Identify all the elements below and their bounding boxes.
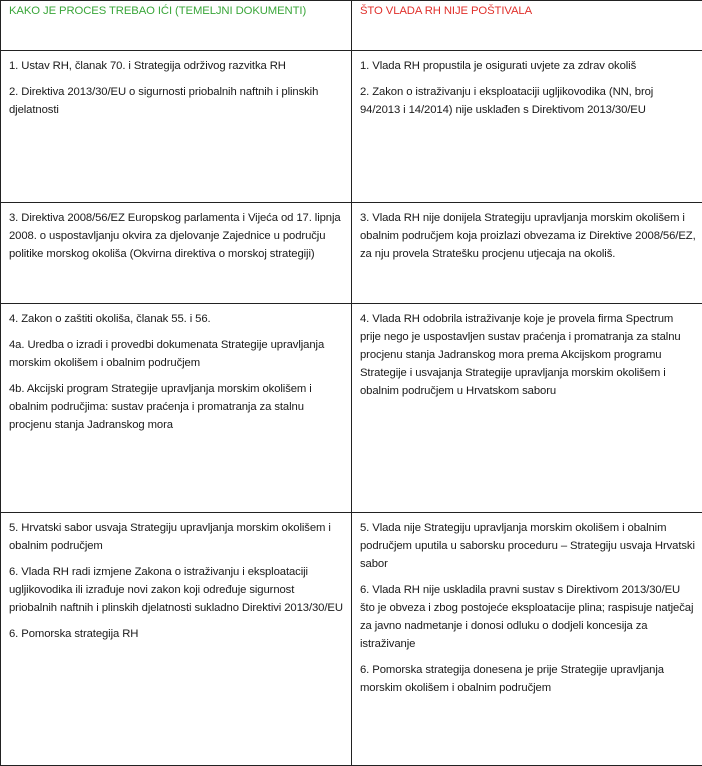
list-item: 6. Pomorska strategija donesena je prije Strategije upravljanja morskim okolišem i obalnim područjem [360,661,696,697]
list-item: 6. Vlada RH radi izmjene Zakona o istraživanju i eksploataciji ugljikovodika ili izrađuje novi zakon koji određuje sigurnost priobalnih naftnih i plinskih djelatnosti sukladno Direktivi 2013/30/EU [9,563,345,617]
right-cell [352,304,702,513]
list-item: 6. Vlada RH nije uskladila pravni sustav s Direktivom 2013/30/EU što je obveza i zbog postojeće eksploatacije plina; raspisuje natječaj za javno nadmetanje i donosi odluku o dodjeli koncesija za istraživanje [360,581,696,653]
left-cell [1,51,352,203]
list-item: 4b. Akcijski program Strategije upravljanja morskim okolišem i obalnim područjima: sustav praćenja i promatranja za stalnu procjenu stanja Jadranskog mora [9,380,345,434]
table-row [1,51,702,203]
list-item: 3. Direktiva 2008/56/EZ Europskog parlamenta i Vijeća od 17. lipnja 2008. o uspostavljanju okvira za djelovanje Zajednice u području politike morskog okoliša (Okvirna direktiva o morskoj strategiji) [9,209,345,263]
table-row [1,513,702,766]
right-cell [352,51,702,203]
header-row [1,1,702,51]
left-cell [1,304,352,513]
left-cell [1,203,352,304]
right-cell [352,513,702,766]
right-cell [352,203,702,304]
table-row [1,304,702,513]
list-item: 3. Vlada RH nije donijela Strategiju upravljanja morskim okolišem i obalnim područjem koja proizlazi obvezama iz Direktive 2008/56/EZ, za nju provela Stratešku procjenu utjecaja na okoliš. [360,209,696,263]
list-item: 2. Direktiva 2013/30/EU o sigurnosti priobalnih naftnih i plinskih djelatnosti [9,83,345,119]
header-right: ŠTO VLADA RH NIJE POŠTIVALA [352,1,702,51]
list-item: 1. Ustav RH, članak 70. i Strategija održivog razvitka RH [9,57,345,75]
list-item: 4. Vlada RH odobrila istraživanje koje je provela firma Spectrum prije nego je uspostavljen sustav praćenja i promatranja za stalnu procjenu stanja Jadranskog mora prema Akcijskom programu Strategije i usvajanja Strategije upravljanja morskim okolišem i obalnim područjem u Hrvatskom saboru [360,310,696,400]
table-row [1,203,702,304]
list-item: 4. Zakon o zaštiti okoliša, članak 55. i 56. [9,310,345,328]
left-cell [1,513,352,766]
list-item: 1. Vlada RH propustila je osigurati uvjete za zdrav okoliš [360,57,696,75]
header-left: KAKO JE PROCES TREBAO IĆI (TEMELJNI DOKUMENTI) [1,1,352,51]
list-item: 4a. Uredba o izradi i provedbi dokumenata Strategije upravljanja morskim okolišem i obalnim područjem [9,336,345,372]
list-item: 5. Vlada nije Strategiju upravljanja morskim okolišem i obalnim područjem uputila u saborsku proceduru – Strategiju usvaja Hrvatski sabor [360,519,696,573]
list-item: 5. Hrvatski sabor usvaja Strategiju upravljanja morskim okolišem i obalnim područjem [9,519,345,555]
list-item: 2. Zakon o istraživanju i eksploataciji ugljikovodika (NN, broj 94/2013 i 14/2014) nije usklađen s Direktivom 2013/30/EU [360,83,696,119]
list-item: 6. Pomorska strategija RH [9,625,345,643]
